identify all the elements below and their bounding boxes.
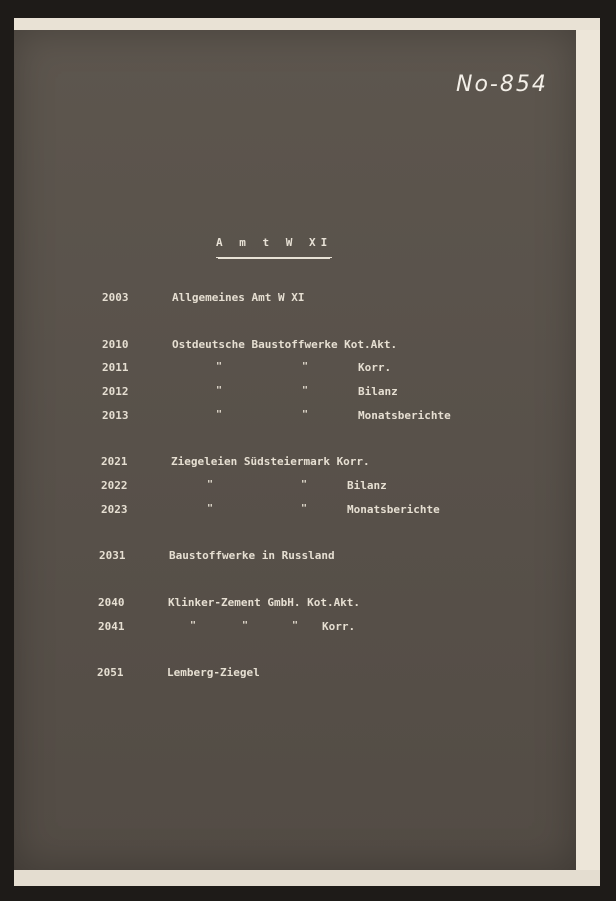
ditto-mark: " [302, 385, 309, 396]
entry-code: 2040 [98, 596, 125, 609]
entry-code: 2041 [98, 620, 125, 633]
entry-text: Monatsberichte [358, 409, 451, 422]
entry-code: 2011 [102, 361, 129, 374]
ditto-mark: " [207, 503, 214, 514]
archive-number: No-854 [456, 72, 548, 97]
ditto-mark: " [216, 409, 223, 420]
entry-text: Monatsberichte [347, 503, 440, 516]
document-sheet [14, 30, 576, 870]
ditto-mark: " [301, 503, 308, 514]
entry-text: Ostdeutsche Baustoffwerke Kot.Akt. [172, 338, 398, 351]
entry-text: Ziegeleien Südsteiermark Korr. [171, 455, 370, 468]
entry-text: Korr. [358, 361, 392, 374]
ditto-mark: " [216, 361, 223, 372]
ditto-mark: " [190, 620, 197, 631]
entry-text: Baustoffwerke in Russland [169, 549, 335, 562]
paper-edge-strip [576, 30, 600, 870]
entry-code: 2003 [102, 291, 129, 304]
entry-text: Bilanz [347, 479, 387, 492]
section-heading: A m t W XI [216, 236, 332, 258]
ditto-mark: " [292, 620, 299, 631]
entry-code: 2051 [97, 666, 124, 679]
ditto-mark: " [302, 409, 309, 420]
entry-code: 2012 [102, 385, 129, 398]
entry-text: Lemberg-Ziegel [167, 666, 260, 679]
entry-text: Korr. [322, 620, 356, 633]
paper-bottom-strip [14, 870, 600, 886]
ditto-mark: " [302, 361, 309, 372]
entry-text: Allgemeines Amt W XI [172, 291, 305, 304]
ditto-mark: " [242, 620, 249, 631]
entry-code: 2022 [101, 479, 128, 492]
entry-code: 2021 [101, 455, 128, 468]
ditto-mark: " [216, 385, 223, 396]
entry-code: 2023 [101, 503, 128, 516]
entry-code: 2010 [102, 338, 129, 351]
ditto-mark: " [301, 479, 308, 490]
entry-code: 2031 [99, 549, 126, 562]
ditto-mark: " [207, 479, 214, 490]
entry-code: 2013 [102, 409, 129, 422]
entry-text: Klinker-Zement GmbH. Kot.Akt. [168, 596, 361, 609]
entry-text: Bilanz [358, 385, 398, 398]
